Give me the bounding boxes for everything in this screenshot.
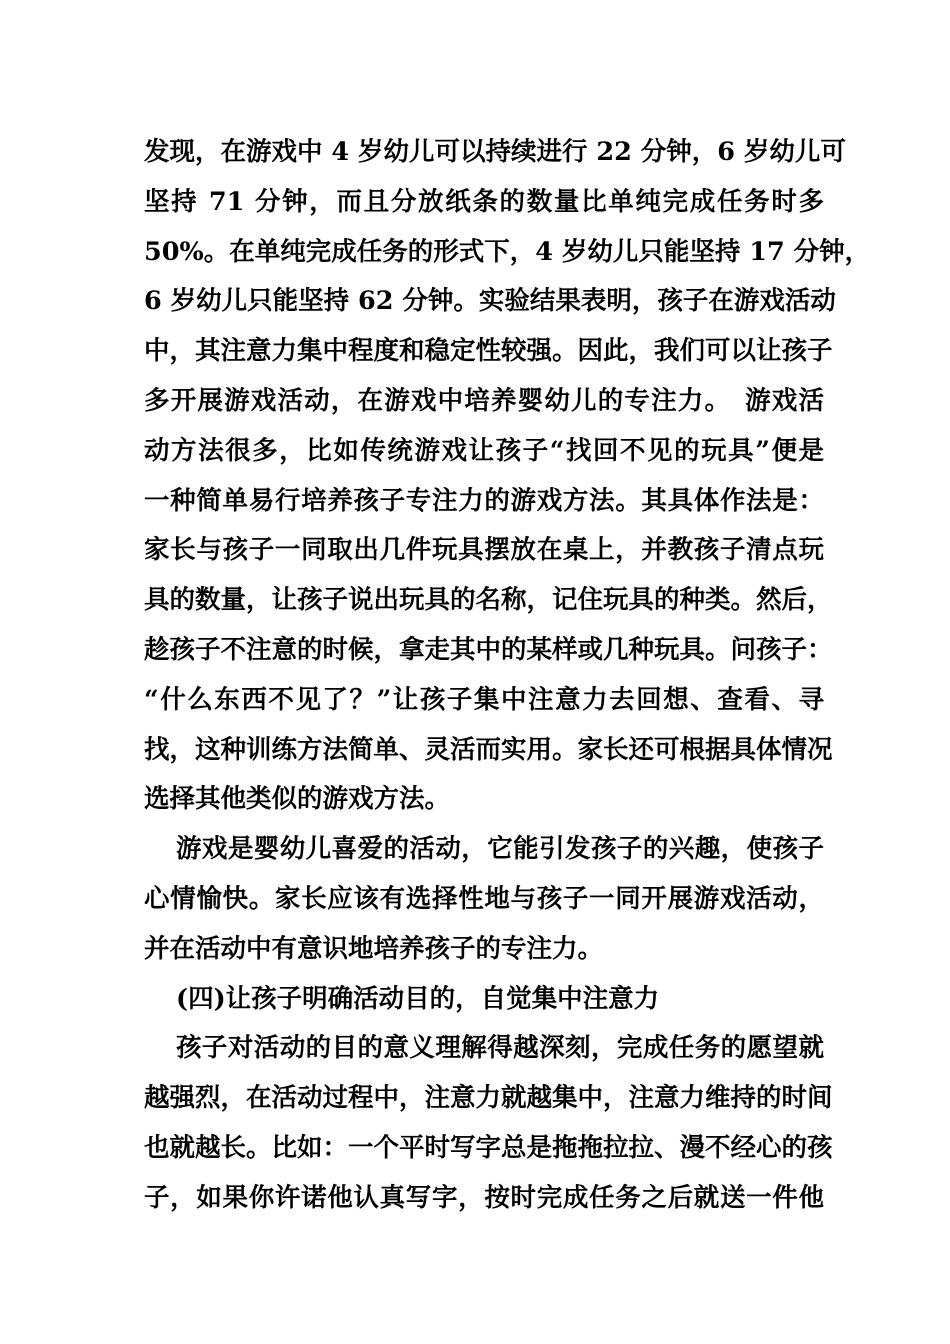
text-line: 具的数量，让孩子说出玩具的名称，记住玩具的种类。然后， [144, 585, 833, 616]
text-line: 6 岁幼儿只能坚持 62 分钟。实验结果表明，孩子在游戏活动 [144, 286, 836, 317]
text-line: 50%。在单纯完成任务的形式下，4 岁幼儿只能坚持 17 分钟， [144, 236, 871, 267]
text-line: 坚持 71 分钟，而且分放纸条的数量比单纯完成任务时多 [144, 186, 824, 217]
text-line: “什么东西不见了？”让孩子集中注意力去回想、查看、寻 [144, 684, 824, 715]
text-line: 也就越长。比如：一个平时写字总是拖拖拉拉、漫不经心的孩 [144, 1132, 833, 1163]
text-line: 选择其他类似的游戏方法。 [144, 784, 451, 815]
body-text [144, 128, 871, 1224]
text-line: 并在活动中有意识地培养孩子的专注力。 [144, 933, 604, 964]
text-line: 一种简单易行培养孩子专注力的游戏方法。其具体作法是： [144, 485, 824, 516]
text-line: 越强烈，在活动过程中，注意力就越集中，注意力维持的时间 [144, 1083, 833, 1114]
text-line: 找，这种训练方法简单、灵活而实用。家长还可根据具体情况 [144, 734, 833, 765]
text-line: 发现，在游戏中 4 岁幼儿可以持续进行 22 分钟，6 岁幼儿可 [144, 137, 846, 167]
text-line: 心情愉快。家长应该有选择性地与孩子一同开展游戏活动， [144, 883, 824, 914]
paragraph-first-line: 游戏是婴幼儿喜爱的活动，它能引发孩子的兴趣，使孩子 [176, 834, 824, 865]
paragraph-first-line: 孩子对活动的目的意义理解得越深刻，完成任务的愿望就 [176, 1033, 824, 1064]
section-heading: (四)让孩子明确活动目的，自觉集中注意力 [176, 983, 660, 1014]
text-line: 家长与孩子一同取出几件玩具摆放在桌上，并教孩子清点玩 [144, 535, 824, 566]
text-line: 中，其注意力集中程度和稳定性较强。因此，我们可以让孩子 [144, 336, 833, 367]
text-line: 子，如果你许诺他认真写字，按时完成任务之后就送一件他 [144, 1182, 824, 1213]
text-line: 趁孩子不注意的时候，拿走其中的某样或几种玩具。问孩子： [144, 634, 833, 665]
text-line: 多开展游戏活动，在游戏中培养婴幼儿的专注力。 游戏活 [144, 385, 824, 416]
text-line: 动方法很多，比如传统游戏让孩子“找回不见的玩具”便是 [144, 435, 824, 466]
